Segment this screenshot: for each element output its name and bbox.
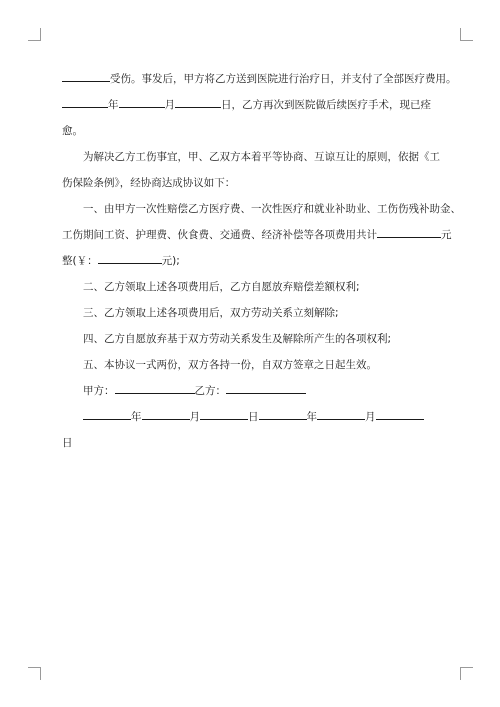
blank-field[interactable]	[98, 252, 162, 264]
clause-two: 二、乙方领取上述各项费用后，乙方自愿放弃赔偿差额权利;	[83, 281, 360, 293]
party-b-signature-field[interactable]	[226, 382, 306, 394]
clause-one-amount: 整(￥： 元);	[62, 248, 440, 274]
blank-field[interactable]	[377, 226, 441, 238]
blank-field[interactable]	[200, 408, 248, 420]
blank-field[interactable]	[259, 408, 307, 420]
corner-mark-top-left	[28, 28, 41, 41]
party-a-signature-field[interactable]	[115, 382, 195, 394]
blank-field[interactable]	[175, 96, 221, 108]
document-body	[62, 66, 461, 456]
paragraph-intro: 为解决乙方工伤事宜，甲、乙双方本着平等协商、互谅互让的原则，依据《工	[83, 151, 440, 163]
blank-field[interactable]	[376, 408, 424, 420]
corner-mark-bottom-right	[460, 667, 473, 680]
blank-field[interactable]	[119, 96, 165, 108]
blank-field[interactable]	[62, 70, 110, 82]
clause-one: 一、由甲方一次性赔偿乙方医疗费、一次性医疗和就业补助业、工伤伤残补助金、	[83, 203, 461, 215]
corner-mark-bottom-left	[28, 667, 41, 680]
blank-field[interactable]	[62, 96, 108, 108]
paragraph-intro-cont: 伤保险条例》，经协商达成协议如下：	[62, 177, 236, 189]
paragraph-injury: 受伤。事发后，甲方将乙方送到医院进行治疗日，并支付了全部医疗费用。	[62, 66, 440, 92]
corner-mark-top-right	[460, 28, 473, 41]
blank-field[interactable]	[317, 408, 365, 420]
clause-three: 三、乙方领取上述各项费用后，双方劳动关系立刻解除;	[83, 307, 339, 319]
paragraph-surgery-date: 年 月 日，乙方再次到医院做后续医疗手术，现已痊	[62, 92, 440, 118]
blank-field[interactable]	[83, 408, 131, 420]
date-line: 年 月 日 年 月	[62, 404, 440, 430]
paragraph-continuation: 愈。	[62, 125, 83, 137]
clause-five: 五、本协议一式两份，双方各持一份，自双方签章之日起生效。	[83, 359, 377, 371]
clause-four: 四、乙方自愿放弃基于双方劳动关系发生及解除所产生的各项权利;	[83, 333, 392, 345]
clause-one-cont: 工伤期间工资、护理费、伙食费、交通费、经济补偿等各项费用共计 元	[62, 222, 440, 248]
blank-field[interactable]	[142, 408, 190, 420]
date-line-cont: 日	[62, 437, 73, 449]
signature-line: 甲方： 乙方：	[62, 378, 440, 404]
